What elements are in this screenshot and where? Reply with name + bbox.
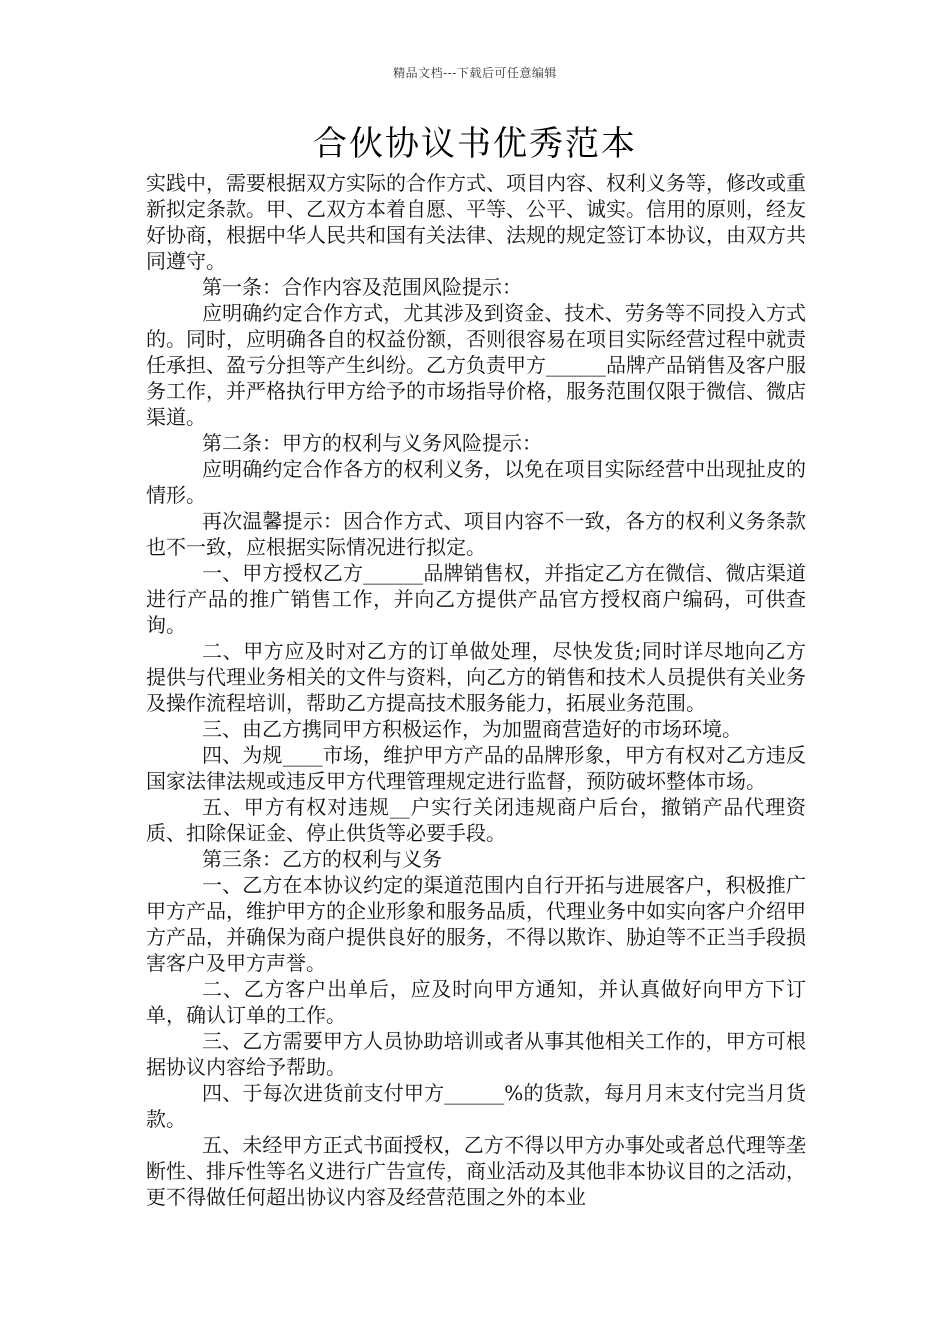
paragraph: 再次温馨提示：因合作方式、项目内容不一致，各方的权利义务条款也不一致，应根据实际情况进行拟定。 [146, 509, 806, 559]
paragraph: 实践中，需要根据双方实际的合作方式、项目内容、权利义务等，修改或重新拟定条款。甲、乙双方本着自愿、平等、公平、诚实。信用的原则，经友好协商，根据中华人民共和国有关法律、法规的规定签订本协议，由双方共同遵守。 [146, 171, 806, 273]
document-title: 合伙协议书优秀范本 [313, 124, 637, 164]
paragraph: 第二条：甲方的权利与义务风险提示： [202, 431, 542, 455]
paragraph: 三、乙方需要甲方人员协助培训或者从事其他相关工作的，甲方可根据协议内容给予帮助。 [146, 1029, 806, 1079]
paragraph: 五、未经甲方正式书面授权，乙方不得以甲方办事处或者总代理等垄断性、排斥性等名义进行广告宣传，商业活动及其他非本协议目的之活动，更不得做任何超出协议内容及经营范围之外的本业 [146, 1133, 806, 1209]
paragraph: 第一条：合作内容及范围风险提示： [202, 275, 522, 299]
paragraph: 一、甲方授权乙方______品牌销售权，并指定乙方在微信、微店渠道进行产品的推广销售工作，并向乙方提供产品官方授权商户编码，可供查询。 [146, 561, 806, 637]
paragraph: 五、甲方有权对违规__户实行关闭违规商户后台，撤销产品代理资质、扣除保证金、停止供货等必要手段。 [146, 795, 806, 845]
paragraph: 一、乙方在本协议约定的渠道范围内自行开拓与进展客户，积极推广甲方产品，维护甲方的企业形象和服务品质，代理业务中如实向客户介绍甲方产品，并确保为商户提供良好的服务，不得以欺诈、胁迫等不正当手段损害客户及甲方声誉。 [146, 873, 806, 975]
paragraph: 三、由乙方携同甲方积极运作，为加盟商营造好的市场环境。 [202, 717, 742, 741]
paragraph: 应明确约定合作各方的权利义务，以免在项目实际经营中出现扯皮的情形。 [146, 457, 806, 507]
paragraph: 应明确约定合作方式，尤其涉及到资金、技术、劳务等不同投入方式的。同时，应明确各自的权益份额，否则很容易在项目实际经营过程中就责任承担、盈亏分担等产生纠纷。乙方负责甲方______品牌产品销售及客户服务工作，并严格执行甲方给予的市场指导价格，服务范围仅限于微信、微店渠道。 [146, 301, 806, 429]
paragraph: 四、于每次进货前支付甲方______%的货款，每月月末支付完当月货款。 [146, 1081, 806, 1131]
paragraph: 第三条：乙方的权利与义务 [202, 847, 442, 871]
header-note: 精品文档---下载后可任意编辑 [393, 66, 557, 80]
paragraph: 二、甲方应及时对乙方的订单做处理，尽快发货;同时详尽地向乙方提供与代理业务相关的文件与资料，向乙方的销售和技术人员提供有关业务及操作流程培训，帮助乙方提高技术服务能力，拓展业务范围。 [146, 639, 806, 715]
paragraph: 二、乙方客户出单后，应及时向甲方通知，并认真做好向甲方下订单，确认订单的工作。 [146, 977, 806, 1027]
document-body [146, 170, 806, 1210]
paragraph: 四、为规____市场，维护甲方产品的品牌形象，甲方有权对乙方违反国家法律法规或违反甲方代理管理规定进行监督，预防破坏整体市场。 [146, 743, 806, 793]
